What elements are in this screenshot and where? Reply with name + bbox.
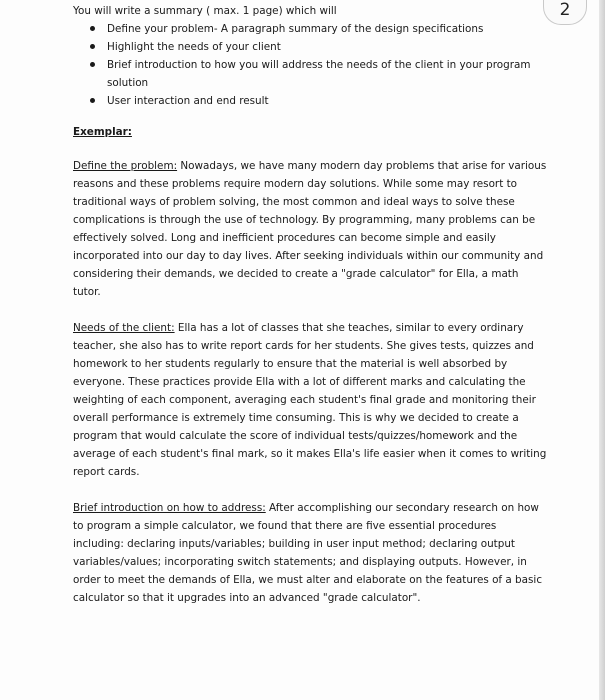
list-item-text: User interaction and end result	[107, 95, 269, 107]
list-item-text: Define your problem- A paragraph summary of the design specifications	[107, 23, 484, 35]
list-item-text: Brief introduction to how you will address the needs of the client in your program solution	[107, 59, 531, 89]
list-item	[107, 56, 548, 92]
assignment-intro: You will write a summary ( max. 1 page) which will	[73, 5, 337, 17]
list-item	[107, 20, 548, 38]
list-item	[107, 92, 548, 110]
section-body: After accomplishing our secondary research on how to program a simple calculator, we found that there are five essential procedures including: declaring inputs/variables; building in user input method; declaring output variables/values; incorporating switch statements; and displaying outputs. However, in order to meet the demands of Ella, we must alter and elaborate on the features of a basic calculator so that it upgrades into an advanced "grade calculator".	[73, 502, 543, 604]
page-number: 2	[543, 0, 587, 25]
list-item-text: Highlight the needs of your client	[107, 41, 281, 53]
section-body: Nowadays, we have many modern day problems that arise for various reasons and these problems require modern day solutions. While some may resort to traditional ways of problem solving, the most common and ideal ways to solve these complications is through the use of technology. By programming, many problems can be effectively solved. Long and inefficient procedures can become simple and easily incorporated into our day to day lives. After seeking individuals within our community and considering their demands, we decided to create a "grade calculator" for Ella, a math tutor.	[73, 160, 547, 298]
document-content	[73, 2, 548, 607]
page-edge-shadow	[599, 0, 605, 700]
section-how-to-address	[73, 499, 548, 607]
section-heading: Needs of the client:	[73, 322, 175, 334]
requirements-list	[73, 20, 548, 110]
section-define-problem	[73, 157, 548, 301]
section-heading: Define the problem:	[73, 160, 178, 172]
section-client-needs	[73, 319, 548, 481]
exemplar-heading: Exemplar:	[73, 126, 132, 138]
section-heading: Brief introduction on how to address:	[73, 502, 266, 514]
bullet-icon	[90, 44, 95, 49]
bullet-icon	[90, 98, 95, 103]
section-body: Ella has a lot of classes that she teaches, similar to every ordinary teacher, she also has to write report cards for her students. She gives tests, quizzes and homework to her students regularly to ensure that the material is well absorbed by everyone. These practices provide Ella with a lot of different marks and calculating the weighting of each component, averaging each student's final grade and monitoring their overall performance is extremely time consuming. This is why we decided to create a program that would calculate the score of individual tests/quizzes/homework and the average of each student's final mark, so it makes Ella's life easier when it comes to writing report cards.	[73, 322, 547, 478]
list-item	[107, 38, 548, 56]
bullet-icon	[90, 26, 95, 31]
bullet-icon	[90, 62, 95, 67]
